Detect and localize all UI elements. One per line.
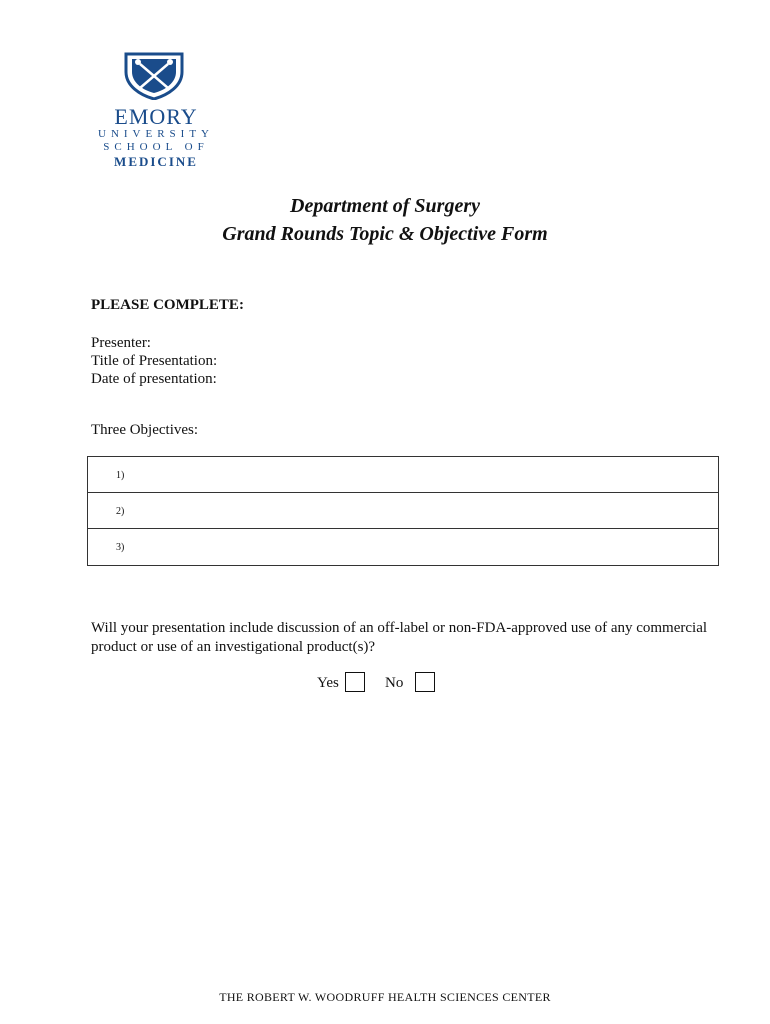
no-option bbox=[385, 672, 435, 694]
no-label: No bbox=[385, 675, 404, 691]
logo-line-medicine: MEDICINE bbox=[114, 154, 198, 169]
emory-logo bbox=[96, 50, 216, 170]
yes-label: Yes bbox=[317, 675, 339, 691]
logo-wordmark bbox=[96, 106, 216, 169]
yes-option bbox=[317, 672, 365, 694]
shield-torch-icon bbox=[122, 50, 186, 100]
objectives-table bbox=[87, 456, 719, 566]
logo-line-university: UNIVERSITY bbox=[98, 128, 214, 140]
objective-number: 3) bbox=[116, 542, 125, 553]
objective-row-3[interactable] bbox=[88, 529, 718, 565]
title-form-name: Grand Rounds Topic & Objective Form bbox=[222, 223, 548, 245]
no-checkbox[interactable] bbox=[415, 672, 435, 692]
instruction-heading: PLEASE COMPLETE: bbox=[91, 297, 244, 313]
objective-number: 2) bbox=[116, 506, 125, 517]
objectives-label: Three Objectives: bbox=[91, 422, 199, 438]
presentation-date-field[interactable]: Date of presentation: bbox=[91, 371, 217, 387]
presenter-fields bbox=[91, 334, 217, 388]
objective-row-1[interactable] bbox=[88, 457, 718, 493]
logo-line-school: SCHOOL OF bbox=[103, 141, 209, 153]
objective-row-2[interactable] bbox=[88, 493, 718, 529]
yes-checkbox[interactable] bbox=[345, 672, 365, 692]
form-title bbox=[0, 192, 770, 248]
presenter-field[interactable]: Presenter: bbox=[91, 335, 151, 351]
logo-name: EMORY bbox=[114, 104, 198, 129]
title-department: Department of Surgery bbox=[290, 195, 480, 217]
objective-number: 1) bbox=[116, 470, 125, 481]
footer-center-name: THE ROBERT W. WOODRUFF HEALTH SCIENCES CENTER bbox=[219, 990, 551, 1004]
presentation-title-field[interactable]: Title of Presentation: bbox=[91, 353, 218, 369]
off-label-question: Will your presentation include discussion of an off-label or non-FDA-approved use of any commercial product or use of an investigational product(s)? bbox=[91, 620, 708, 655]
